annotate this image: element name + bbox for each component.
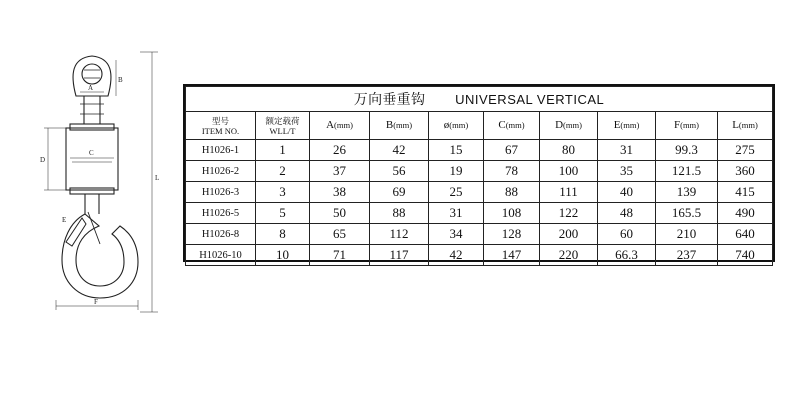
dim-label-a: A [88,84,94,92]
dim-label-d: D [40,156,46,164]
dim-label-l: L [155,174,160,182]
cell-d: 200 [540,224,598,245]
cell-l: 275 [718,140,773,161]
cell-a: 65 [310,224,370,245]
cell-l: 415 [718,182,773,203]
col-header-l: L(mm) [718,112,773,140]
col-header-item-no: 型号 ITEM NO. [186,112,256,140]
cell-e: 31 [598,140,656,161]
cell-c: 108 [484,203,540,224]
col-header-phi: ø(mm) [429,112,484,140]
dim-label-c: C [89,149,94,157]
col-header-c: C(mm) [484,112,540,140]
cell-e: 66.3 [598,245,656,266]
cell-d: 220 [540,245,598,266]
cell-l: 740 [718,245,773,266]
cell-e: 40 [598,182,656,203]
cell-f: 165.5 [656,203,718,224]
swivel-body [66,128,118,190]
cell-e: 48 [598,203,656,224]
cell-phi: 19 [429,161,484,182]
cell-b: 69 [370,182,429,203]
cell-c: 67 [484,140,540,161]
table-title-row [186,87,773,112]
cell-a: 37 [310,161,370,182]
table-title-en: UNIVERSAL VERTICAL [455,92,605,107]
cell-b: 117 [370,245,429,266]
cell-a: 50 [310,203,370,224]
cell-d: 111 [540,182,598,203]
col-header-f: F(mm) [656,112,718,140]
hook-curve [62,214,138,298]
cell-a: 26 [310,140,370,161]
cell-b: 42 [370,140,429,161]
cell-d: 80 [540,140,598,161]
cell-wll: 8 [256,224,310,245]
dim-label-b: B [118,76,123,84]
cell-phi: 25 [429,182,484,203]
table-title-cn: 万向垂重钩 [353,93,426,108]
cell-item: H1026-10 [186,245,256,266]
hook-drawing [0,0,180,400]
cell-d: 122 [540,203,598,224]
cell-d: 100 [540,161,598,182]
cell-l: 360 [718,161,773,182]
cell-f: 121.5 [656,161,718,182]
cell-item: H1026-2 [186,161,256,182]
cell-phi: 34 [429,224,484,245]
cell-wll: 10 [256,245,310,266]
cell-e: 35 [598,161,656,182]
col-header-a: A(mm) [310,112,370,140]
col-header-b: B(mm) [370,112,429,140]
cell-f: 210 [656,224,718,245]
cell-wll: 2 [256,161,310,182]
spec-table [183,84,775,262]
cell-c: 147 [484,245,540,266]
cell-b: 88 [370,203,429,224]
cell-e: 60 [598,224,656,245]
cell-b: 56 [370,161,429,182]
dim-label-e: E [62,216,67,224]
cell-f: 139 [656,182,718,203]
cell-c: 128 [484,224,540,245]
cell-wll: 3 [256,182,310,203]
col-header-e: E(mm) [598,112,656,140]
cell-item: H1026-3 [186,182,256,203]
table-row [186,182,773,203]
cell-phi: 15 [429,140,484,161]
table-row [186,140,773,161]
table-row [186,224,773,245]
cell-b: 112 [370,224,429,245]
cell-a: 71 [310,245,370,266]
table-row [186,161,773,182]
cell-c: 88 [484,182,540,203]
cell-phi: 31 [429,203,484,224]
table-header-row [186,112,773,140]
cell-item: H1026-1 [186,140,256,161]
cell-l: 640 [718,224,773,245]
table-row [186,203,773,224]
eye-hole [82,64,102,84]
cell-f: 99.3 [656,140,718,161]
table-row [186,245,773,266]
cell-item: H1026-8 [186,224,256,245]
cell-item: H1026-5 [186,203,256,224]
col-header-wll: 额定载荷 WLL/T [256,112,310,140]
cell-wll: 5 [256,203,310,224]
cell-c: 78 [484,161,540,182]
safety-latch [66,218,86,246]
cell-wll: 1 [256,140,310,161]
cell-phi: 42 [429,245,484,266]
col-header-d: D(mm) [540,112,598,140]
cell-l: 490 [718,203,773,224]
cell-a: 38 [310,182,370,203]
dim-label-f: F [94,298,98,306]
cell-f: 237 [656,245,718,266]
